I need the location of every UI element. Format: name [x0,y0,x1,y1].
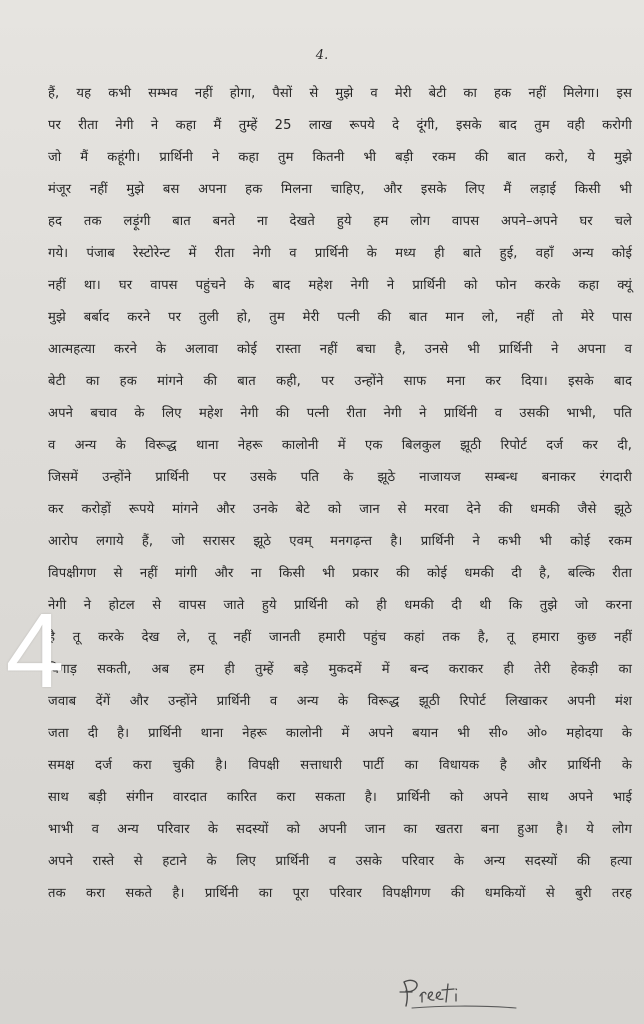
text-line: नहीं था। घर वापस पहुंचने के बाद महेश नेगी ने प्रार्थिनी को फोन करके कहा क्यूं [48,278,632,293]
page-number: 4. [315,48,329,63]
text-line: पर रीता नेगी ने कहा मैं तुम्हें 25 लाख रूपये दे दूंगी, इसके बाद तुम वही करोगी [48,118,632,133]
text-line: बेटी का हक मांगने की बात कही, पर उन्होंने साफ मना कर दिया। इसके बाद [48,374,632,389]
text-line: गये। पंजाब रेस्टोरेन्ट में रीता नेगी व प्रार्थिनी के मध्य ही बाते हुई, वहाँ अन्य कोई [48,246,632,261]
overlay-page-number: 4 [5,592,65,710]
text-line: तक करा सकते है। प्रार्थिनी का पूरा परिवार विपक्षीगण की धमकियों से बुरी तरह [48,886,632,901]
text-line: साथ बड़ी संगीन वारदात कारित करा सकता है। प्रार्थिनी को अपने साथ अपने भाई [48,790,632,805]
text-line: जवाब देंगें और उन्होंने प्रार्थिनी व अन्य के विरूद्ध झूठी रिपोर्ट लिखाकर अपनी मंश [48,694,632,709]
text-line: है तू करके देख ले, तू नहीं जानती हमारी पहुंच कहां तक है, तू हमारा कुछ नहीं [48,630,632,645]
text-line: अपने बचाव के लिए महेश नेगी की पत्नी रीता नेगी ने प्रार्थिनी व उसकी भाभी, पति [48,406,632,421]
text-line: भाभी व अन्य परिवार के सदस्यों को अपनी जान का खतरा बना हुआ है। ये लोग [48,822,632,837]
text-line: आत्महत्या करने के अलावा कोई रास्ता नहीं बचा है, उनसे भी प्रार्थिनी ने अपना व [48,342,632,357]
text-line: जता दी है। प्रार्थिनी थाना नेहरू कालोनी में अपने बयान भी सी० ओ० महोदया के [48,726,632,741]
text-line: व अन्य के विरूद्ध थाना नेहरू कालोनी में एक बिलकुल झूठी रिपोर्ट दर्ज कर दी, [48,438,632,453]
text-line: आरोप लगाये हैं, जो सरासर झूठे एवम् मनगढ़न्त है। प्रार्थिनी ने कभी भी कोई रकम [48,534,632,549]
text-line: अपने रास्ते से हटाने के लिए प्रार्थिनी व उसके परिवार के अन्य सदस्यों की हत्या [48,854,632,869]
body-text [48,78,632,910]
text-line: जिसमें उन्होंने प्रार्थिनी पर उसके पति के झूठे नाजायज सम्बन्ध बनाकर रंगदारी [48,470,632,485]
signature-graphic [398,972,528,1012]
text-line: समक्ष दर्ज करा चुकी है। विपक्षी सत्ताधारी पार्टी का विधायक है और प्रार्थिनी के [48,758,632,773]
text-line: बिगाड़ सकती, अब हम ही तुम्हें बड़े मुकदमें में बन्द कराकर ही तेरी हेकड़ी का [48,662,632,677]
text-line: कर करोड़ों रूपये मांगने और उनके बेटे को जान से मरवा देने की धमकी जैसे झूठे [48,502,632,517]
text-line: जो मैं कहूंगी। प्रार्थिनी ने कहा तुम कितनी भी बड़ी रकम की बात करो, ये मुझे [48,150,632,165]
text-line: मंजूर नहीं मुझे बस अपना हक मिलना चाहिए, और इसके लिए मैं लड़ाई किसी भी [48,182,632,197]
handwritten-signature [398,972,528,1012]
text-line: हद तक लड़ूंगी बात बनते ना देखते हुये हम लोग वापस अपने–अपने घर चले [48,214,632,229]
text-line: विपक्षीगण से नहीं मांगी और ना किसी भी प्रकार की कोई धमकी दी है, बल्कि रीता [48,566,632,581]
text-line: मुझे बर्बाद करने पर तुली हो, तुम मेरी पत्नी की बात मान लो, नहीं तो मेरे पास [48,310,632,325]
text-line: नेगी ने होटल से वापस जाते हुये प्रार्थिनी को ही धमकी दी थी कि तुझे जो करना [48,598,632,613]
text-line: हैं, यह कभी सम्भव नहीं होगा, पैसों से मुझे व मेरी बेटी का हक नहीं मिलेगा। इस [48,86,632,101]
